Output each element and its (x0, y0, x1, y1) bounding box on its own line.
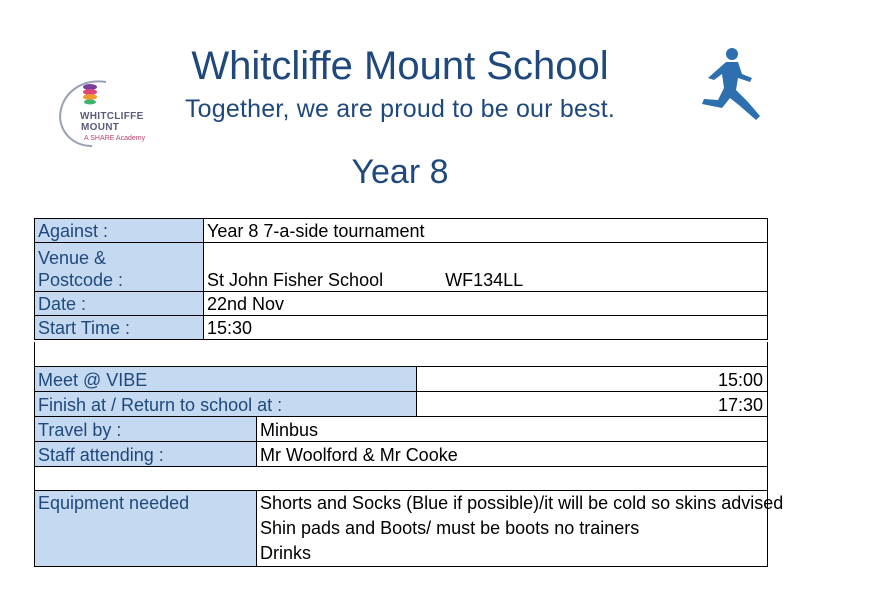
travel-value: Minbus (257, 417, 768, 442)
equipment-table (34, 490, 784, 567)
fixture-table (34, 218, 768, 340)
venue-label-line1: Venue & (38, 248, 107, 268)
equipment-item: Shorts and Socks (Blue if possible)/it will be cold so skins advised (260, 493, 784, 513)
staff-value: Mr Woolford & Mr Cooke (257, 442, 768, 467)
equipment-item: Shin pads and Boots/ must be boots no trainers (260, 518, 640, 538)
logo-wordmark-line2: MOUNT (81, 122, 120, 133)
school-name: Whitcliffe Mount School (191, 44, 609, 88)
equipment-list (257, 491, 784, 567)
venue-postcode: WF134LL (445, 270, 524, 290)
start-time-value: 15:30 (204, 316, 768, 340)
start-time-label: Start Time : (35, 316, 204, 340)
date-value: 22nd Nov (204, 292, 768, 316)
venue-name: St John Fisher School (207, 270, 384, 290)
travel-label: Travel by : (35, 417, 257, 442)
logo-wordmark-line1: WHITCLIFFE (80, 111, 144, 122)
venue-label (35, 243, 204, 292)
finish-value: 17:30 (417, 392, 768, 417)
school-motto: Together, we are proud to be our best. (184, 95, 616, 123)
venue-label-line2: Postcode : (38, 270, 124, 290)
meet-value: 15:00 (417, 367, 768, 392)
meet-label: Meet @ VIBE (35, 367, 417, 392)
logistics-times-table (34, 366, 768, 417)
runner-icon (690, 44, 770, 124)
table-spacer (34, 342, 768, 366)
date-label: Date : (35, 292, 204, 316)
year-group-title: Year 8 (351, 153, 449, 191)
finish-label: Finish at / Return to school at : (35, 392, 417, 417)
table-spacer (34, 466, 768, 490)
equipment-item: Drinks (260, 543, 312, 563)
against-label: Against : (35, 219, 204, 243)
equipment-label: Equipment needed (35, 491, 257, 567)
against-value: Year 8 7-a-side tournament (204, 219, 768, 243)
logistics-travel-table (34, 416, 768, 467)
staff-label: Staff attending : (35, 442, 257, 467)
venue-value (204, 243, 768, 292)
logo-tagline: A SHARE Academy (84, 135, 146, 142)
